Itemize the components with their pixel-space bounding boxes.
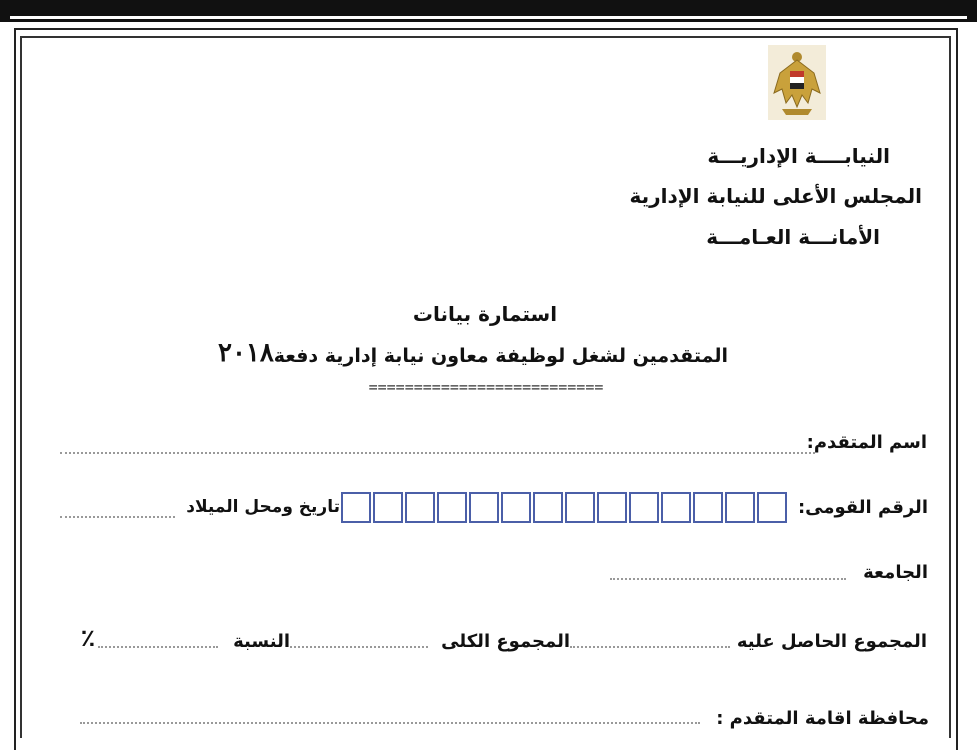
form-subtitle: المتقدمين لشغل لوظيفة معاون نيابة إدارية دفعة — [273, 345, 728, 367]
residence-governorate-label: محافظة اقامة المتقدم : — [716, 708, 929, 729]
national-id-boxes[interactable] — [341, 492, 789, 523]
percentage-field[interactable] — [98, 646, 218, 648]
birth-date-place-field[interactable] — [60, 516, 175, 518]
org-line-3: الأمانـــة العـامـــة — [706, 225, 880, 249]
total-obtained-field[interactable] — [570, 646, 730, 648]
national-id-digit-box[interactable] — [565, 492, 595, 523]
total-obtained-label: المجموع الحاصل عليه — [736, 631, 927, 652]
national-id-label: الرقم القومى: — [797, 497, 928, 518]
form-title: استمارة بيانات — [412, 302, 558, 326]
top-scan-bar — [0, 0, 977, 22]
national-id-digit-box[interactable] — [533, 492, 563, 523]
national-id-digit-box[interactable] — [661, 492, 691, 523]
egypt-eagle-emblem-icon — [768, 45, 826, 120]
national-id-digit-box[interactable] — [725, 492, 755, 523]
national-id-digit-box[interactable] — [437, 492, 467, 523]
national-id-digit-box[interactable] — [341, 492, 371, 523]
national-id-digit-box[interactable] — [501, 492, 531, 523]
national-id-digit-box[interactable] — [693, 492, 723, 523]
university-label: الجامعة — [863, 562, 928, 583]
national-id-digit-box[interactable] — [373, 492, 403, 523]
form-year: ٢٠١٨ — [218, 338, 274, 368]
total-overall-label: المجموع الكلى — [441, 631, 570, 652]
national-id-digit-box[interactable] — [469, 492, 499, 523]
residence-governorate-field[interactable] — [80, 722, 700, 724]
national-id-digit-box[interactable] — [757, 492, 787, 523]
org-line-2: المجلس الأعلى للنيابة الإدارية — [629, 184, 922, 208]
org-line-1: النيابــــة الإداريـــة — [707, 144, 890, 168]
university-field[interactable] — [610, 578, 846, 580]
title-separator: ========================== — [368, 378, 604, 396]
total-overall-field[interactable] — [290, 646, 428, 648]
applicant-name-label: اسم المتقدم: — [806, 432, 927, 453]
birth-date-place-label: تاريخ ومحل الميلاد — [186, 497, 340, 517]
percent-sign: ٪ — [80, 624, 96, 652]
national-id-digit-box[interactable] — [629, 492, 659, 523]
applicant-name-field[interactable] — [60, 452, 815, 454]
percentage-label: النسبة — [233, 631, 290, 652]
national-id-digit-box[interactable] — [597, 492, 627, 523]
national-id-digit-box[interactable] — [405, 492, 435, 523]
